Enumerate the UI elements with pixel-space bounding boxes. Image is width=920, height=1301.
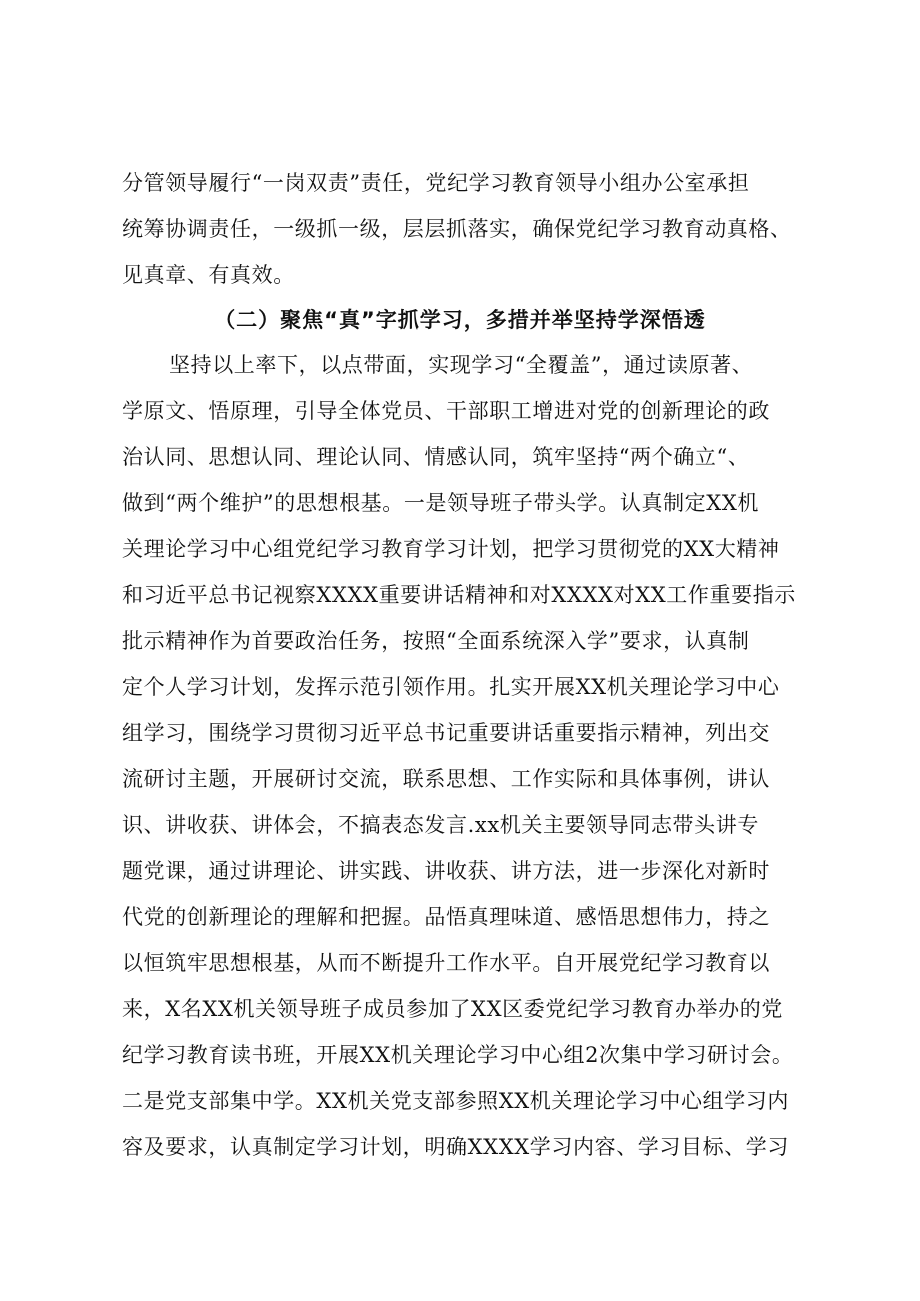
body-line-7: 批示精神作为首要政治任务，按照“全面系统深入学”要求，认真制 (122, 629, 750, 653)
body-line-16: 纪学习教育读书班，开展XX机关理论学习中心组2次集中学习研讨会。 (122, 1043, 794, 1067)
intro-line-1: 分管领导履行“一岗双责”责任，党纪学习教育领导小组办公室承担 (122, 171, 750, 195)
body-line-10: 流研讨主题，开展研讨交流，联系思想、工作实际和具体事例，讲认 (122, 767, 770, 791)
body-line-13: 代党的创新理论的理解和把握。品悟真理味道、感悟思想伟力，持之 (122, 905, 770, 929)
intro-line-2: 统筹协调责任，一级抓一级，层层抓落实，确保党纪学习教育动真格、 (122, 217, 792, 241)
body-line-15: 来，X名XX机关领导班子成员参加了XX区委党纪学习教育办举办的党 (122, 997, 783, 1021)
body-line-4: 做到“两个维护”的思想根基。一是领导班子带头学。认真制定XX机 (122, 491, 759, 515)
body-line-14: 以恒筑牢思想根基，从而不断提升工作水平。自开展党纪学习教育以 (122, 951, 770, 975)
body-line-11: 识、讲收获、讲体会，不搞表态发言.xx机关主要领导同志带头讲专 (122, 813, 759, 837)
body-line-9: 组学习，围绕学习贯彻习近平总书记重要讲话重要指示精神，列出交 (122, 721, 770, 745)
body-line-12: 题党课，通过讲理论、讲实践、讲收获、讲方法，进一步深化对新时 (122, 859, 770, 883)
body-line-6: 和习近平总书记视察XXXX重要讲话精神和对XXXX对XX工作重要指示 (122, 583, 796, 607)
body-line-18: 容及要求，认真制定学习计划，明确XXXX学习内容、学习目标、学习 (122, 1135, 789, 1159)
body-line-5: 关理论学习中心组党纪学习教育学习计划，把学习贯彻党的XX大精神 (122, 537, 780, 561)
body-line-2: 学原文、悟原理，引导全体党员、干部职工增进对党的创新理论的政 (122, 399, 770, 423)
body-line-3: 治认同、思想认同、理论认同、情感认同，筑牢坚持“两个确立“、 (122, 445, 750, 469)
body-line-1: 坚持以上率下，以点带面，实现学习“全覆盖”，通过读原著、 (169, 353, 754, 377)
body-line-8: 定个人学习计划，发挥示范引领作用。扎实开展XX机关理论学习中心 (122, 675, 780, 699)
intro-line-3: 见真章、有真效。 (122, 263, 295, 287)
body-line-17: 二是党支部集中学。XX机关党支部参照XX机关理论学习中心组学习内 (122, 1089, 789, 1113)
section-heading: （二）聚焦“真”字抓学习，多措并举坚持学深悟透 (214, 308, 706, 332)
